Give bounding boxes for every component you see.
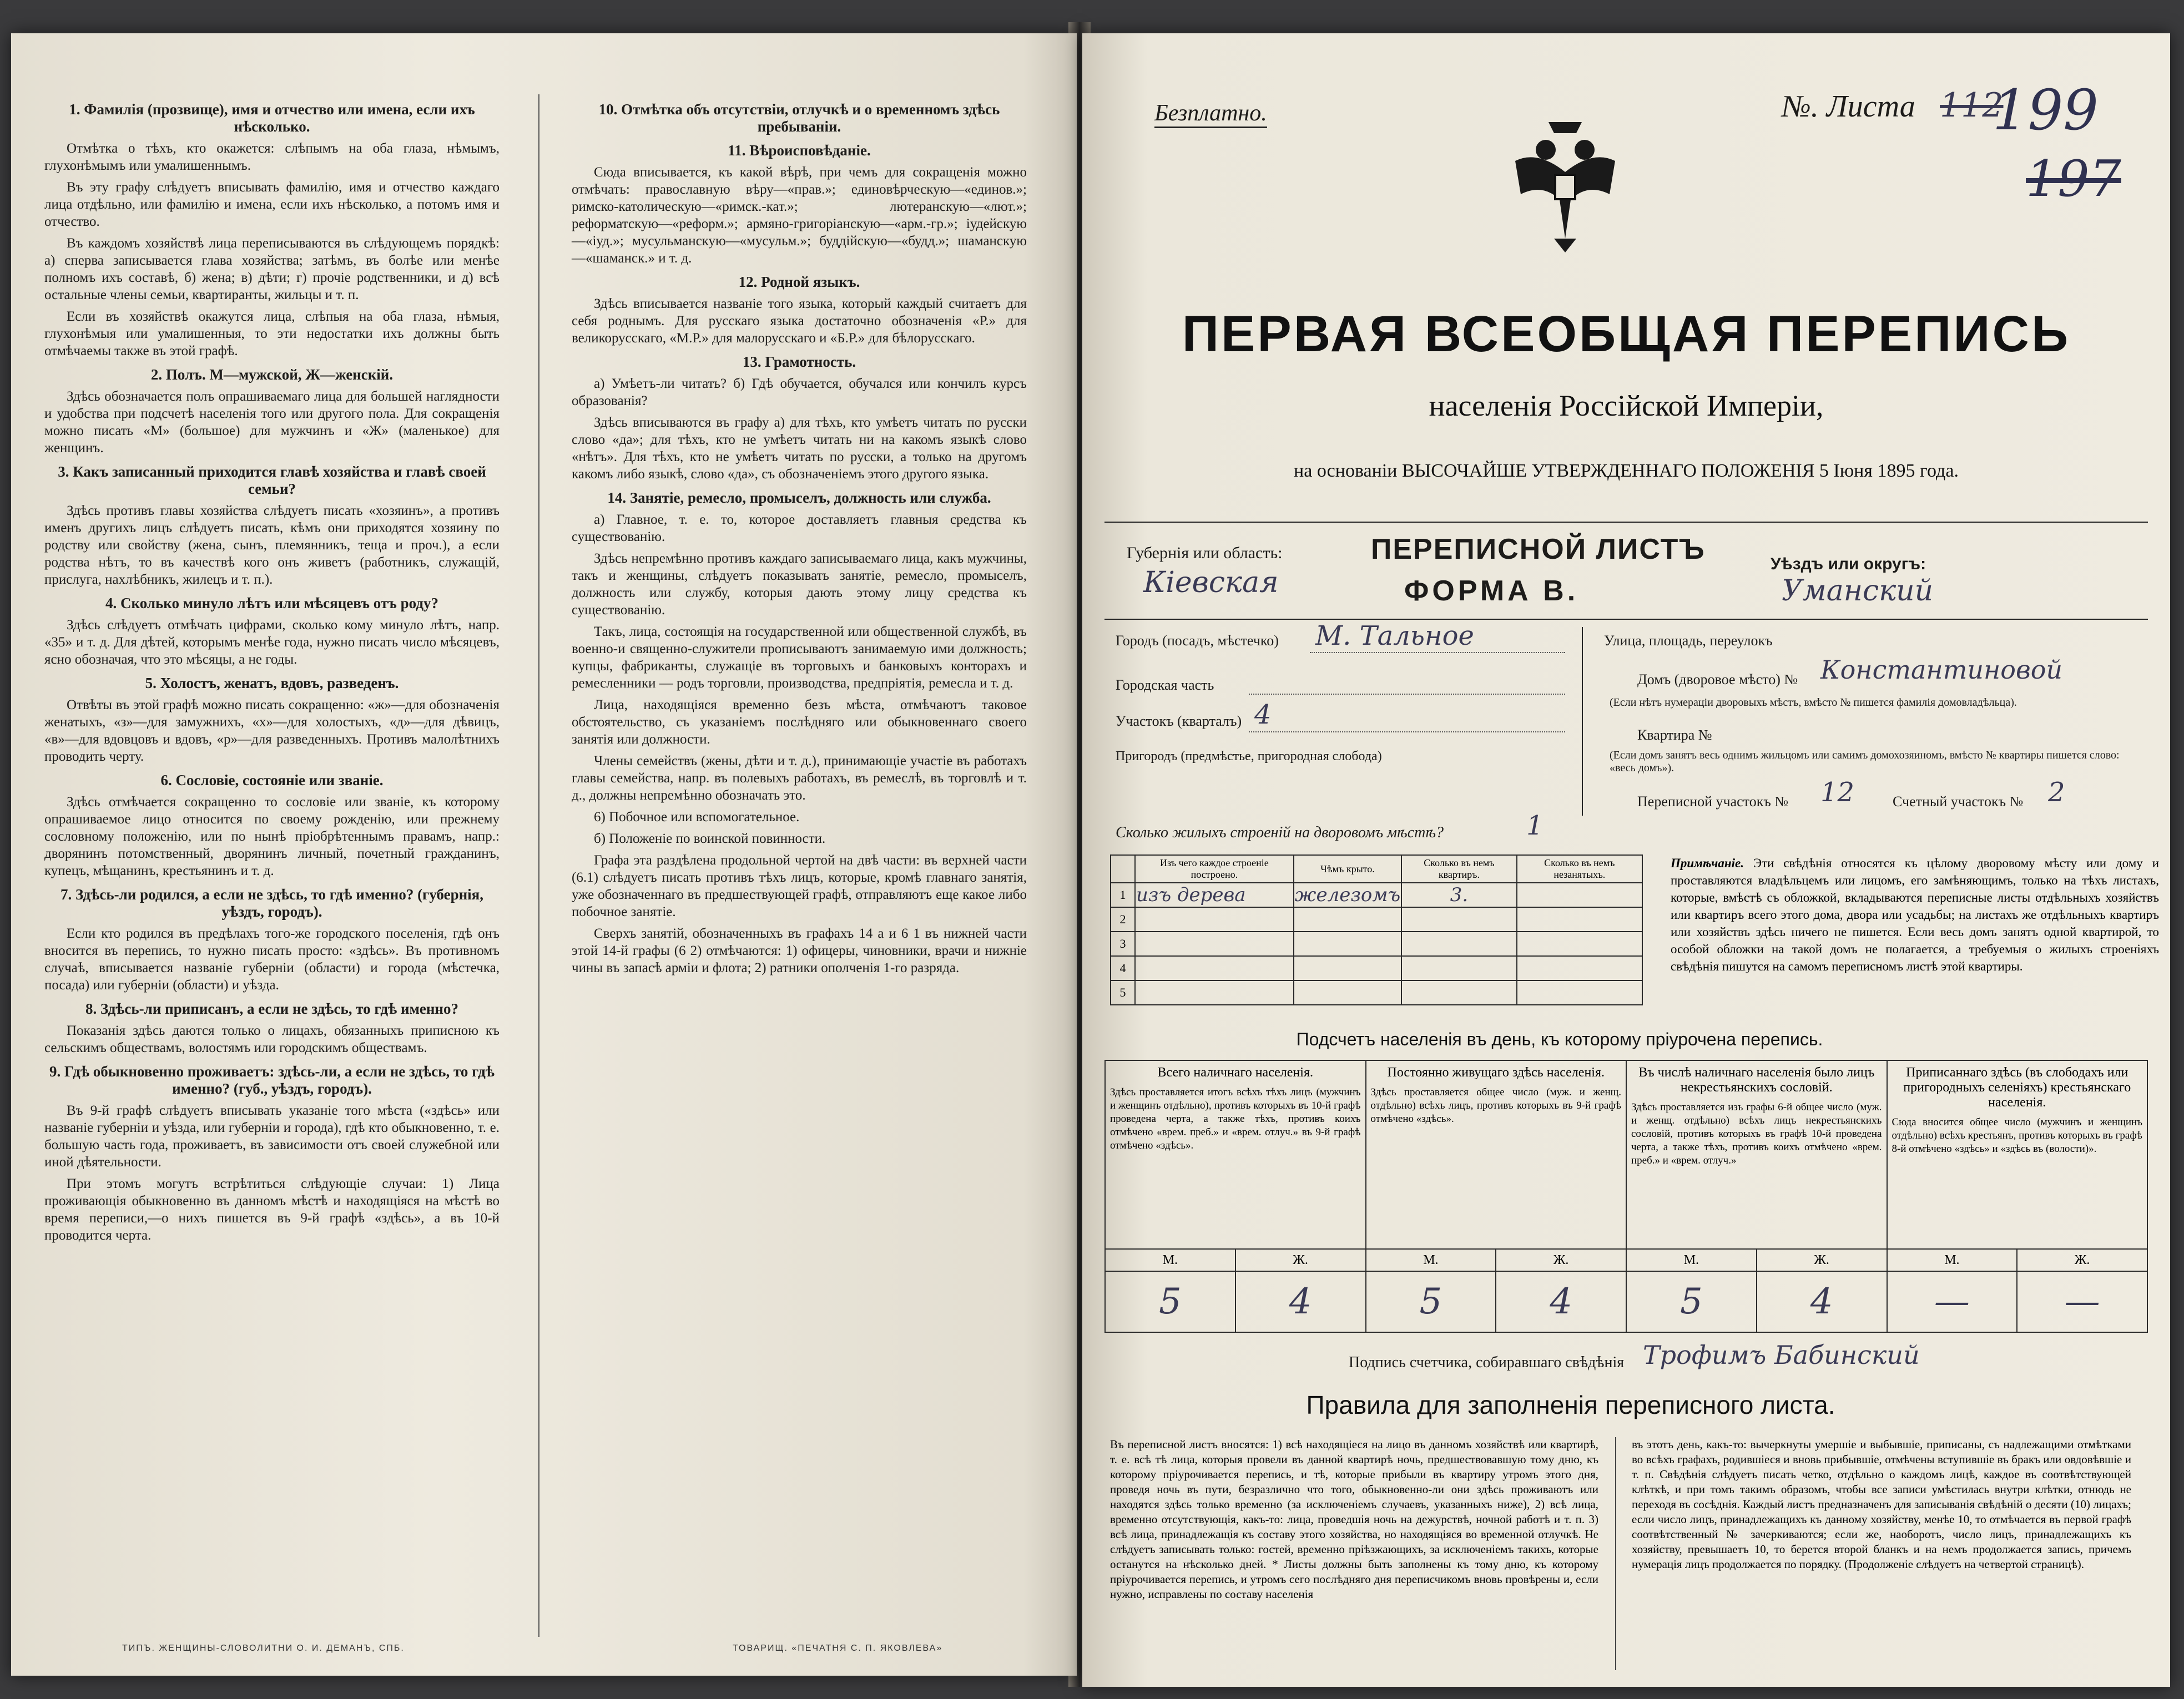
pod-col-note: Здѣсь проставляется изъ графы 6-й общее число (муж. и женщ. отдѣльно) всѣхъ лицъ некрестьянскихъ сословій, противъ которыхъ въ графѣ 10-й проведена черта, а также тѣхъ, противъ коихъ отмѣчено «врем. преб.» и «врем. отлуч.» [1631,1101,1882,1166]
instruction-heading: 12. Родной языкъ. [738,274,860,290]
pod-col-permanent [1366,1060,1627,1249]
row-num: 5 [1111,980,1135,1005]
instruction-paragraph: Въ 9-й графѣ слѣдуетъ вписывать указаніе того мѣста («здѣсь» или названіе губерніи и уѣзда, или губерніи и города), гдѣ кто обыкновенно, т. е. большую часть года, проживаетъ, въ зависимости отъ своей служебной или иной дѣятельности. [44,1103,500,1170]
instruction-heading: 7. Здѣсь-ли родился, а если не здѣсь, то гдѣ именно? (губернія, уѣздъ, городъ). [60,886,484,920]
census-subtitle: населенія Россійской Имперіи, [1429,389,1824,422]
instruction-paragraph: Здѣсь слѣдуетъ отмѣчать цифрами, сколько кому минуло лѣтъ, напр. «35» и т. д. Для дѣтей, которымъ менѣе года, нужно писать число мѣсяцевъ, ясно обозначая, что это мѣсяцы, а не годы. [44,618,500,667]
bld-empty [1517,956,1642,980]
instruction-paragraph: а) Умѣетъ-ли читать? б) Гдѣ обучается, обучался или кончилъ курсъ образованія? [572,376,1027,408]
instruction-paragraph: Здѣсь отмѣчается сокращенно то сословіе или званіе, къ которому опрашиваемое лицо относится по своему рожденію, или прежнему сословному положенію, или по нынѣ пріобрѣтеннымъ правамъ, напр.: дворянинъ потомственный, дворянинъ личный, почетный гражданинъ, купецъ, мѣщанинъ, крестьянинъ и т. д. [44,795,500,878]
population-count-title: Подсчетъ населенія въ день, къ которому пріурочена перепись. [1296,1029,1823,1049]
bld-roof [1294,907,1401,932]
instruction-paragraph: б) Положеніе по воинской повинности. [594,831,826,846]
pod-col-note: Здѣсь проставляется итогъ всѣхъ тѣхъ лицъ (мужчинъ и женщинъ отдѣльно), противъ которыхъ въ 10-й графѣ проведена черта, а также тѣхъ, противъ коихъ отмѣчено «врем. преб.» и «врем. отлуч.» въ 9-й графѣ отмѣчено «здѣсь». [1110,1086,1361,1151]
bld-material [1135,956,1294,980]
instruction-paragraph: Если въ хозяйствѣ окажутся лица, слѣпыя на оба глаза, нѣмыя, глухонѣмыя или умалишенныя, то эти недостатки ихъ должны быть отмѣчаемы также въ этой графѣ. [44,309,500,358]
instruction-paragraph: Сверхъ занятій, обозначенныхъ въ графахъ 14 а и 6 1 въ нижней части этой 14-й графы (6 2) отмѣчаются: 1) офицеры, чиновники, врачи и нижніе чины въ запасѣ арміи и флота; 2) ратники ополченія 1-го разряда. [572,926,1027,975]
suburb-label: Пригородъ (предмѣстье, пригородная слобода) [1116,749,1382,763]
bld-header-apartments: Сколько въ немъ квартиръ. [1401,855,1516,883]
count-district-value: 2 [2048,777,2065,808]
instruction-heading: 6. Сословіе, состояніе или званіе. [160,772,384,788]
uezd-label: Уѣздъ или округъ: [1771,555,1926,573]
table-row [1111,956,1642,980]
pod-col-title: Постоянно живущаго здѣсь населенія. [1387,1065,1605,1080]
instruction-paragraph: Въ эту графу слѣдуетъ вписывать фамилію, имя и отчество каждаго лица отдѣльно, или фамилію и имена, если ихъ нѣсколько, а потомъ имя и отчество. [44,180,500,229]
instruction-heading: 2. Полъ. М—мужской, Ж—женскій. [150,366,394,383]
census-district-label: Переписной участокъ № [1637,793,1789,810]
table-row [1111,907,1642,932]
uezd-value: Уманский [1782,574,1934,608]
census-district-value: 12 [1820,777,1855,808]
buildings-note [1671,854,2159,975]
instruction-paragraph: Здѣсь противъ главы хозяйства слѣдуетъ писать «хозяинъ», а противъ именъ другихъ лицъ слѣдуетъ писать, кѣмъ они приходятся хозяину по родству или свойству (жена, сынъ, племянникъ, теща и проч.), а если родства нѣтъ, то въ качествѣ кого онъ живетъ (работникъ, служащій, прислуга, нахлѣбникъ, жилецъ и т. п.). [44,503,500,587]
gubernia-label: Губернія или область: [1127,544,1283,562]
bld-header-material: Изъ чего каждое строеніе построено. [1135,855,1294,883]
instruction-paragraph: Графа эта раздѣлена продольной чертой на двѣ части: въ верхней части (6.1) слѣдуетъ писать противъ тѣхъ лицъ, которые, кромѣ главнаго занятія, уже обозначеннаго въ предшествующей графѣ, отправляютъ еще какое либо побочное занятіе. [572,853,1027,919]
bld-empty [1517,883,1642,907]
pod-col-present [1105,1060,1366,1249]
bld-material [1135,907,1294,932]
population-values-row [1105,1271,2147,1332]
street-label: Улица, площадь, переулокъ [1604,633,1773,649]
instruction-paragraph: Здѣсь вписываются въ графу а) для тѣхъ, кто умѣетъ читать по русски слово «да»; для тѣхъ, кто не умѣетъ читать ни на какомъ языкѣ слово «нѣтъ». Для тѣхъ, кто не умѣетъ читать по русски, а только на другомъ какомъ либо языкѣ, слово «да», съ обозначеніемъ этого другого языка. [572,415,1027,482]
rules-divider [1615,1437,1616,1670]
population-count-value: 5 [1366,1271,1496,1332]
city-part-label: Городская часть [1116,677,1214,693]
city-line [1310,652,1565,653]
male-header: М. [1366,1249,1496,1271]
instruction-heading: 11. Вѣроисповѣданіе. [728,142,871,159]
gubernia-value: Кіевская [1143,566,1279,599]
bld-apartments: 3. [1401,883,1516,907]
rules-title: Правила для заполненія переписного листа. [1306,1390,1835,1419]
buildings-value: 1 [1526,810,1544,841]
enumerator-signature-value: Трофимъ Бабинский [1643,1340,1920,1370]
instruction-paragraph: Здѣсь непремѣнно противъ каждаго записываемаго лица, какъ мужчины, такъ и женщины, слѣдуетъ показывать занятіе, ремесло, промыселъ, должность или службу, которыя дають этому лицу средства къ существованію. [572,551,1027,618]
pod-col-note: Сюда вносится общее число (мужчинъ и женщинъ отдѣльно) всѣхъ крестьянъ, противъ которыхъ въ графѣ 8-й отмѣчено «здѣсь» и «здѣсь въ (волости)». [1892,1116,2142,1155]
sex-header-row [1105,1249,2147,1271]
imperial-eagle-emblem [1504,111,1626,255]
sheet-number-crossed: 112 [1940,86,2004,125]
pod-col-title: Всего наличнаго населенія. [1157,1065,1313,1080]
female-header: Ж. [2017,1249,2147,1271]
instruction-paragraph: Отвѣты въ этой графѣ можно писать сокращенно: «ж»—для обозначенія женатыхъ, «з»—для замужнихъ, «х»—для холостыхъ, «д»—для дѣвицъ, «в»—для вдовцовъ и вдовъ, «р»—для разведенныхъ. Противъ малолѣтнихъ проводить черту. [44,697,500,764]
instruction-paragraph: Такъ, лица, состоящія на государственной или общественной службѣ, въ военно-и священно-служители прописываютъ занимаемую ими должность; купцы, фабриканты, служащіе въ торговыхъ и банковыхъ конторахъ и ремесленники — родъ торговли, производства, предпріятія, ремесла и т. д. [572,624,1027,691]
instructions-column-2 [572,94,1027,981]
column-divider [538,94,539,1637]
female-header: Ж. [1235,1249,1366,1271]
enumerator-signature-label: Подпись счетчика, собиравшаго свѣдѣнія [1349,1354,1625,1371]
apartment-label: Квартира № [1637,727,1712,743]
row-num: 3 [1111,932,1135,956]
rules-left-column: Въ переписной листъ вносятся: 1) всѣ находящіеся на лицо въ данномъ хозяйствѣ или квартирѣ, т. е. всѣ тѣ лица, которыя провели въ данной квартирѣ ночь, предшествовавшую тому дню, къ которому пріурочивается перепись, и тѣ, которые прибыли въ квартиру утромъ этого дня, проведя ночь въ пути, безразлично что того, обыкновенно-ли они здѣсь проживаютъ или находятся здѣсь только временно (за исключеніемъ случаевъ, указанныхъ ниже), 2) всѣ лица, временно отсутствующія, какъ-то: лица, проведшія ночь на дежурствѣ, ночной работѣ и т. п. 3) всѣ лица, принадлежащія къ составу этого хозяйства, но находящіяся во временной отлучкѣ. Не слѣдуетъ записывать только: гостей, временно пріѣзжающихъ, за исключеніемъ такихъ, которые останутся на нѣсколько дней. * Листы должны быть заполнены къ тому дню, къ которому пріурочивается перепись, и утромъ сего послѣдняго дня переписчикомъ вновь провѣрены и, если нужно, исправлены по составу населенія [1110,1438,1598,1601]
bld-material: изъ дерева [1135,883,1294,907]
bld-header-roof: Чѣмъ крыто. [1294,855,1401,883]
instruction-paragraph: Отмѣтка о тѣхъ, кто окажется: слѣпымъ на оба глаза, нѣмымъ, глухонѣмымъ или умалишеннымъ. [44,141,500,173]
pod-col-non-peasant [1626,1060,1887,1249]
population-count-table [1104,1060,2148,1333]
apartment-note: (Если домъ занятъ весь однимъ жильцомъ или самимъ домохозяиномъ, вмѣсто № квартиры пишется слово: «весь домъ»). [1610,749,2120,774]
district-value: 4 [1254,699,1272,730]
row-num: 2 [1111,907,1135,932]
instruction-heading: 5. Холостъ, женатъ, вдовъ, разведенъ. [145,675,399,691]
district-line [1249,731,1565,732]
right-page-census-form [1082,33,2170,1687]
row-num: 1 [1111,883,1135,907]
form-letter: ФОРМА В. [1404,575,1579,607]
male-header: М. [1105,1249,1235,1271]
instruction-paragraph: Здѣсь обозначается полъ опрашиваемаго лица для большей наглядности и удобства при подсчетѣ населенія того или другого пола. Для сокращенія можно писать «М» (большое) для мужчинъ и «Ж» (маленькое) для женщинъ. [44,389,500,456]
district-label: Участокъ (кварталъ) [1116,713,1242,729]
sheet-number-label: №. Листа [1782,89,1915,124]
population-count-value: 4 [1496,1271,1626,1332]
instruction-paragraph: а) Главное, т. е. то, которое доставляетъ главныя средства къ существованію. [572,512,1027,544]
census-title: ПЕРВАЯ ВСЕОБЩАЯ ПЕРЕПИСЬ [1182,306,2071,362]
city-value: М. Тальное [1315,620,1474,651]
male-header: М. [1626,1249,1757,1271]
instruction-paragraph: Показанія здѣсь даются только о лицахъ, обязанныхъ приписною къ сельскимъ обществамъ, волостямъ или городскимъ обществамъ. [44,1023,500,1055]
bld-apartments [1401,980,1516,1005]
printer-footer-right: ТОВАРИЩ. «ПЕЧАТНЯ С. П. ЯКОВЛЕВА» [733,1644,943,1653]
form-title: ПЕРЕПИСНОЙ ЛИСТЪ [1371,533,1706,565]
instruction-paragraph: Въ каждомъ хозяйствѣ лица переписываются въ слѣдующемъ порядкѣ: а) сперва записывается глава хозяйства; затѣмъ, въ болѣе или менѣе полномъ ихъ составѣ, б) жена; в) дѣти; г) прочіе родственники, и д) всѣ остальные члены семьи, квартиранты, жильцы и т. п. [44,236,500,302]
instruction-paragraph: Сюда вписывается, къ какой вѣрѣ, при чемъ для сокращенія можно отмѣчать: православную вѣру—«прав.»; единовѣрческую—«единов.»; римско-католическую—«римск.-кат.»; лютеранскую—«лют.»; реформатскую—«реформ.»; армяно-григоріанскую—«арм.-гр.»; іудейскую—«іуд.»; мусульманскую—«мусульм.»; буддійскую—«будд.»; шаманскую—«шаманск.» и т. д. [572,165,1027,266]
instruction-paragraph: Лица, находящіяся временно безъ мѣста, отмѣчаютъ таковое обстоятельство, съ указаніемъ послѣдняго или обыкновеннаго своего занятія или должности. [572,697,1027,747]
bld-empty [1517,907,1642,932]
instruction-heading: 14. Занятіе, ремесло, промыселъ, должность или служба. [607,489,991,506]
instructions-column-1 [44,94,500,1248]
instruction-heading: 13. Грамотность. [742,353,856,370]
bld-apartments [1401,932,1516,956]
female-header: Ж. [1757,1249,1887,1271]
instruction-paragraph: 6) Побочное или вспомогательное. [594,810,800,825]
handwritten-sheet-number-2: 197 [2026,150,2121,208]
census-legal-basis: на основаніи ВЫСОЧАЙШЕ УТВЕРЖДЕННАГО ПОЛОЖЕНІЯ 5 Іюня 1895 года. [1294,461,1959,481]
bld-empty [1517,980,1642,1005]
table-row [1111,883,1642,907]
instruction-heading: 3. Какъ записанный приходится главѣ хозяйства и главѣ своей семьи? [58,463,486,497]
population-count-value: 5 [1105,1271,1235,1332]
population-count-value: — [1887,1271,2017,1332]
bld-apartments [1401,956,1516,980]
count-district-label: Счетный участокъ № [1893,793,2024,810]
population-count-value: — [2017,1271,2147,1332]
house-label: Домъ (дворовое мѣсто) № [1637,671,1798,687]
table-row [1111,980,1642,1005]
population-count-value: 4 [1757,1271,1887,1332]
printer-footer-left: ТИПЪ. ЖЕНЩИНЫ-СЛОВОЛИТНИ О. И. ДЕМАНЪ, СПБ. [122,1644,405,1653]
bld-header-empty: Сколько въ немъ незанятыхъ. [1517,855,1642,883]
instruction-paragraph: Если кто родился въ предѣлахъ того-же городского поселенія, гдѣ онъ вносится въ перепись, то нужно писать просто: «здѣсь». Въ противномъ случаѣ, вписывается названіе губерніи (области) и города (мѣстечка, посада) или губерніи (области) и уѣзда. [44,926,500,993]
bld-apartments [1401,907,1516,932]
bld-material [1135,980,1294,1005]
bld-roof [1294,980,1401,1005]
pod-col-note: Здѣсь проставляется общее число (муж. и женщ. отдѣльно) всѣхъ лицъ, противъ которыхъ въ 9-й графѣ отмѣчено «здѣсь». [1370,1086,1621,1125]
note-text: Эти свѣдѣнія относятся къ цѣлому дворовому мѣсту или дому и проставляются владѣльцемъ или лицомъ, его замѣняющимъ, только на тѣхъ листахъ, которые, вмѣстѣ съ обложкой, вкладываются переписные листы отдѣльныхъ хозяйствъ или квартиръ всего этого дома, двора или усадьбы; на листахъ же отдѣльныхъ квартиръ или хозяйствъ здѣсь ничего не пишется. Если весь домъ занятъ одной квартирой, то особой обложки на такой домъ не полагается, а требуемыя о жилыхъ строеніяхъ свѣдѣнія пишутся на самомъ переписномъ листѣ этой квартиры. [1671,856,2159,973]
city-label: Городъ (посадъ, мѣстечко) [1116,633,1279,649]
bld-empty [1517,932,1642,956]
address-divider [1582,627,1583,816]
buildings-question: Сколько жилыхъ строеній на дворовомъ мѣстѣ? [1116,824,1444,841]
female-header: Ж. [1496,1249,1626,1271]
rules-right-column: въ этотъ день, какъ-то: вычеркнуты умершіе и выбывшіе, приписаны, съ надлежащими отмѣтками во всѣхъ графахъ, родившіеся и вновь прибывшіе, отмѣчены вступившіе въ бракъ или овдовѣвшіе и т. п. Свѣдѣнія слѣдуетъ писать четко, отдѣльно о каждомъ лицѣ, каждое въ соотвѣтствующей клѣткѣ, и при томъ такимъ образомъ, чтобы все записи умѣстилась внутри клѣтки, отнюдь не переходя въ сосѣднія. Каждый листъ предназначенъ для записыванія свѣдѣній о десяти (10) лицахъ; если число лицъ, принадлежащихъ къ данному хозяйству, менѣе 10, то отмѣчается въ первой графѣ соотвѣтственный № зачеркиваются; если же, наоборотъ, число лицъ, принадлежащихъ къ хозяйству, превышаетъ 10, то берется второй бланкъ и на немъ продолжается запись, причемъ нумерація лицъ продолжается по порядку. (Продолженіе слѣдуетъ на четвертой страницѣ). [1632,1438,2131,1571]
bld-roof: железомъ [1294,884,1401,906]
instruction-paragraph: Здѣсь вписывается названіе того языка, который каждый считаетъ для себя роднымъ. Для русскаго языка достаточно обозначенія «Р.» для великорусскаго, «М.Р.» для малорусскаго и «Б.Р.» для бѣлорусскаго. [572,296,1027,346]
instruction-heading: 1. Фамилія (прозвище), имя и отчество или имена, если ихъ нѣсколько. [69,101,475,135]
instruction-heading: 10. Отмѣтка объ отсутствіи, отлучкѣ и о временномъ здѣсь пребываніи. [598,101,1000,135]
house-value: Константиновой [1820,655,2063,685]
bld-roof [1294,932,1401,956]
buildings-table [1110,854,1643,1005]
table-row [1111,932,1642,956]
instruction-paragraph: При этомъ могутъ встрѣтиться слѣдующіе случаи: 1) Лица проживающія обыкновенно въ данномъ мѣстѣ и находящіяся на мѣстѣ во время переписи,—о нихъ пишется въ 9-й графѣ «здѣсь», а въ 10-й проводится черта. [44,1176,500,1243]
bld-material [1135,932,1294,956]
free-label: Безплатно. [1154,100,1267,128]
left-page-instructions [11,33,1077,1676]
instruction-heading: 4. Сколько минуло лѣтъ или мѣсяцевъ отъ роду? [105,595,438,611]
male-header: М. [1887,1249,2017,1271]
city-part-line [1249,694,1565,695]
pod-col-title: Приписаннаго здѣсь (въ слободахъ или пригородныхъ селеніяхъ) крестьянскаго населенія. [1903,1065,2131,1110]
instruction-heading: 8. Здѣсь-ли приписанъ, а если не здѣсь, то гдѣ именно? [85,1000,458,1017]
header-rule-2 [1104,619,2148,620]
instruction-paragraph: Члены семействъ (жены, дѣти и т. д.), принимающіе участіе въ работахъ главы семейства, напр. въ полевыхъ работахъ, въ ремеслѣ, въ торговлѣ и т. д., должны непремѣнно обозначать это. [572,754,1027,803]
pod-col-title: Въ числѣ наличнаго населенія было лицъ некрестьянскихъ сословій. [1638,1065,1875,1095]
pod-col-registered [1887,1060,2148,1249]
header-rule [1104,522,2148,523]
bld-roof [1294,956,1401,980]
note-title: Примѣчаніе. [1671,856,1744,870]
handwritten-sheet-number: 199 [1993,78,2099,143]
house-note: (Если нѣтъ нумераціи дворовыхъ мѣстъ, вмѣсто № пишется фамилія домовладѣльца). [1610,696,2017,709]
instruction-heading: 9. Гдѣ обыкновенно проживаетъ: здѣсь-ли, а если не здѣсь, то гдѣ именно? (губ., уѣздъ, городъ). [49,1063,495,1097]
population-count-value: 5 [1626,1271,1757,1332]
row-num: 4 [1111,956,1135,980]
population-count-value: 4 [1235,1271,1366,1332]
